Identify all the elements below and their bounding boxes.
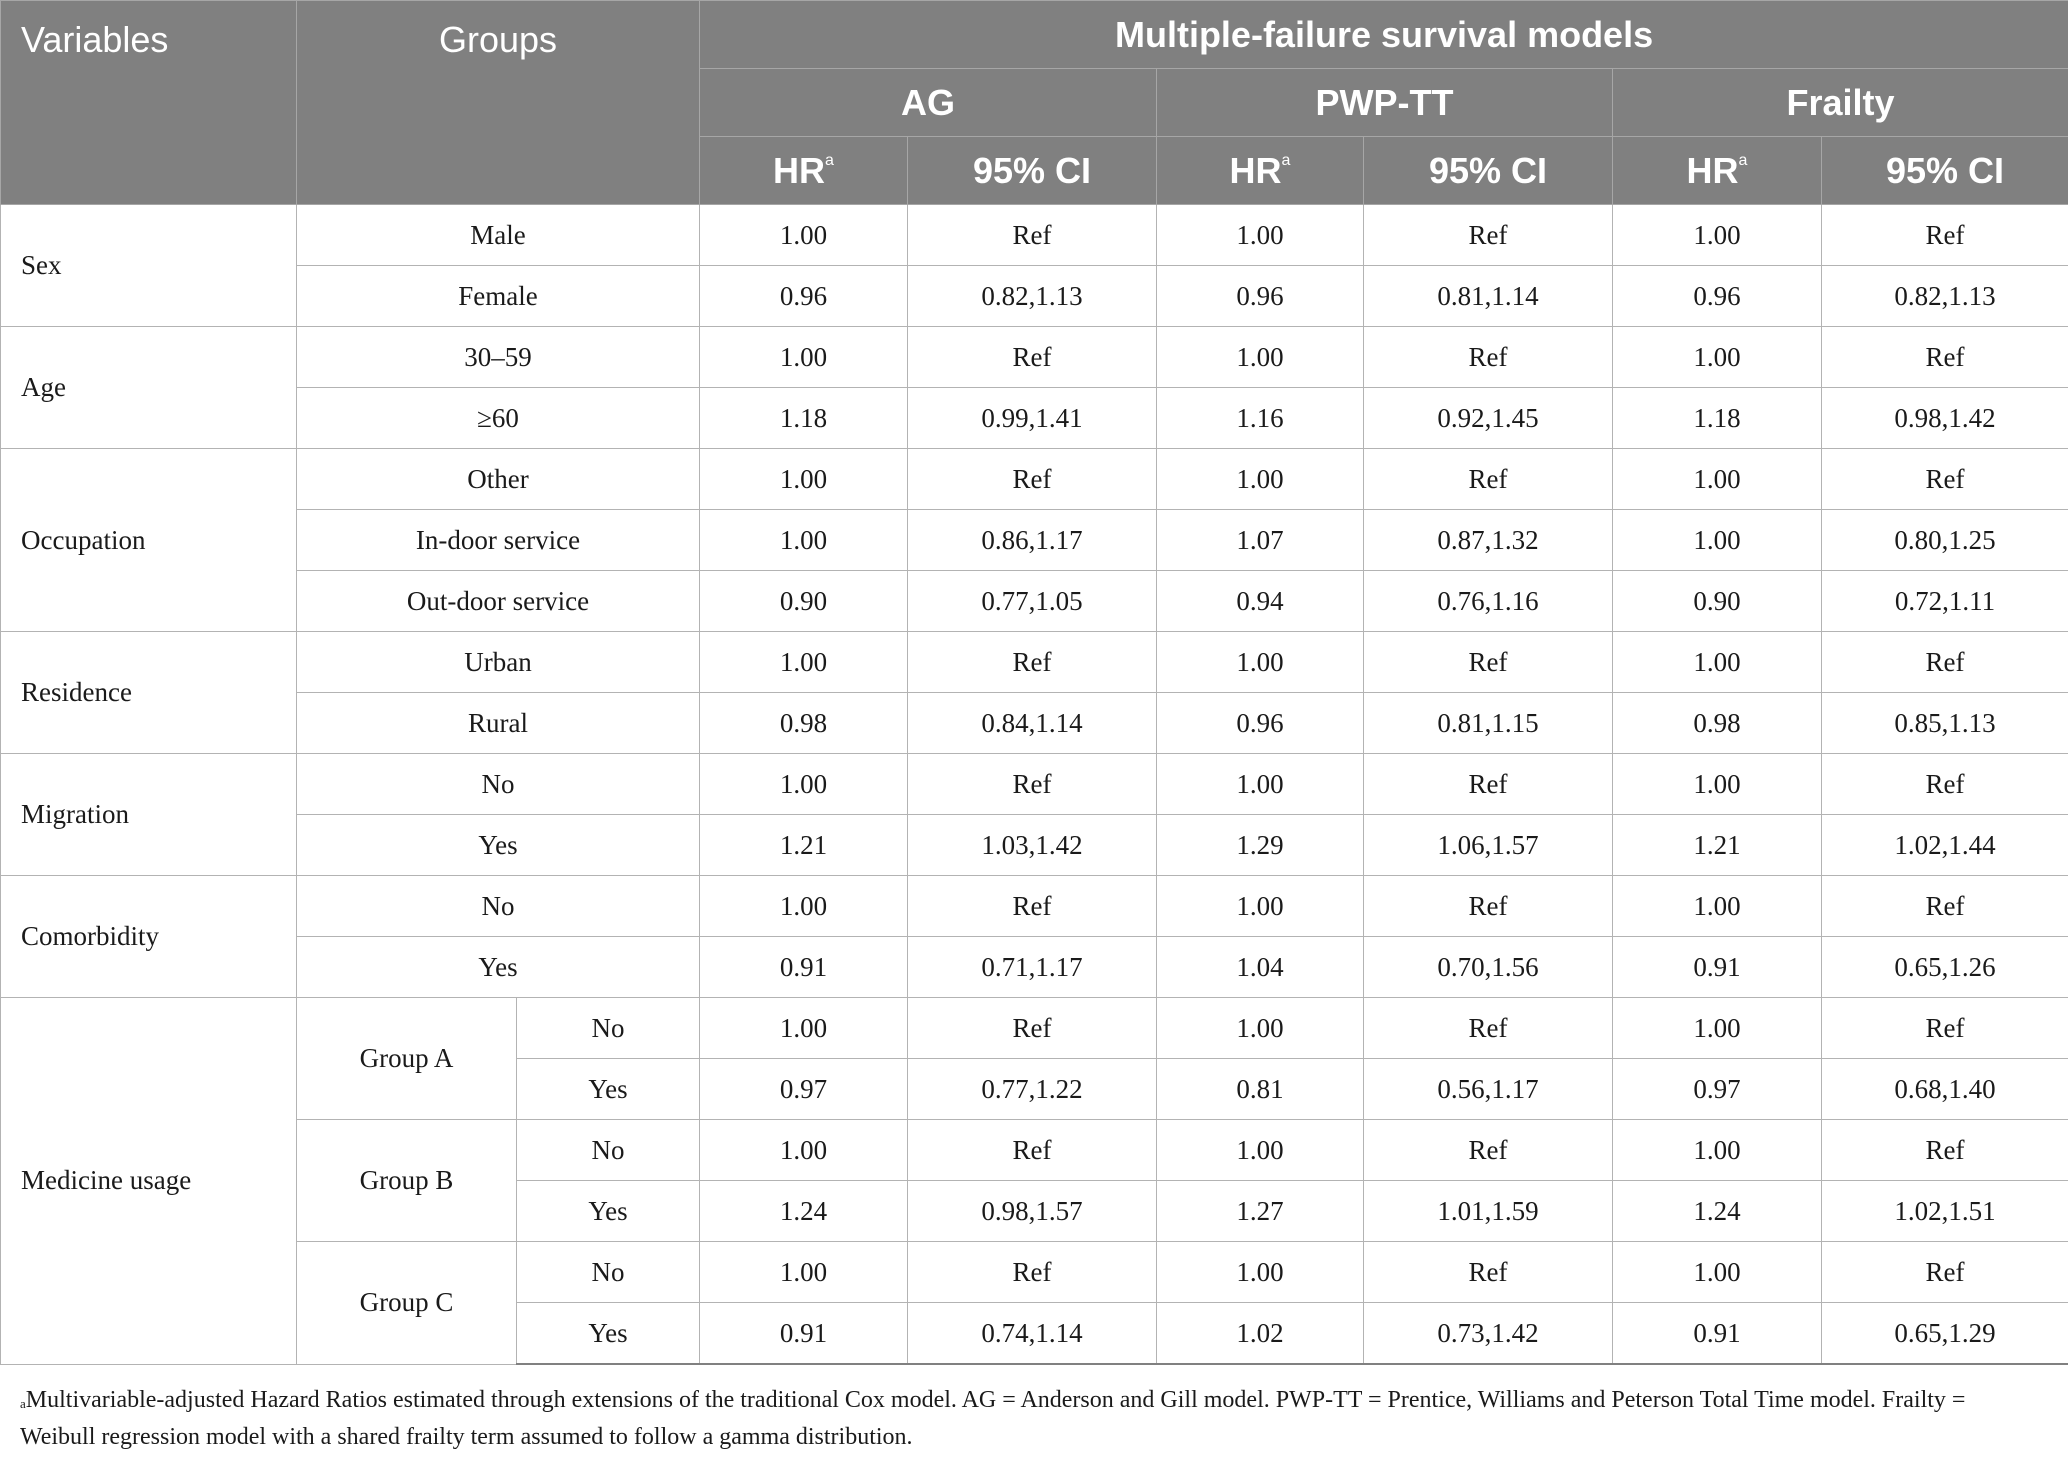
group-cell: Female [297,266,700,327]
table-row [1,998,2068,1059]
ag-ci: Ref [908,449,1157,510]
pwp-ci: Ref [1364,876,1613,937]
frailty-ci: Ref [1822,449,2068,510]
header-model-pwp-tt: PWP-TT [1157,69,1613,137]
frailty-hr: 0.96 [1613,266,1822,327]
group-cell: Male [297,205,700,266]
table-row [1,449,2068,510]
ag-hr: 0.90 [700,571,908,632]
frailty-ci: Ref [1822,1120,2068,1181]
ag-hr: 1.00 [700,449,908,510]
ag-hr: 1.00 [700,205,908,266]
level-cell: Yes [517,1303,700,1365]
ag-ci: Ref [908,327,1157,388]
variable-cell: Migration [1,754,297,876]
pwp-ci: 0.92,1.45 [1364,388,1613,449]
ag-ci: Ref [908,205,1157,266]
header-model-ag: AG [700,69,1157,137]
ag-ci: Ref [908,754,1157,815]
frailty-ci: 1.02,1.44 [1822,815,2068,876]
ag-hr: 1.18 [700,388,908,449]
pwp-hr: 1.29 [1157,815,1364,876]
frailty-ci: 0.82,1.13 [1822,266,2068,327]
ag-hr: 0.97 [700,1059,908,1120]
ag-hr: 1.21 [700,815,908,876]
level-cell: Yes [517,1181,700,1242]
ag-ci: Ref [908,998,1157,1059]
header-hr: $HR^a$ [1613,137,1822,205]
frailty-hr: 1.24 [1613,1181,1822,1242]
pwp-hr: 1.27 [1157,1181,1364,1242]
ag-hr: 1.00 [700,998,908,1059]
ag-hr: 0.91 [700,937,908,998]
pwp-ci: Ref [1364,754,1613,815]
pwp-hr: 0.81 [1157,1059,1364,1120]
group-cell: Out-door service [297,571,700,632]
pwp-hr: 1.00 [1157,1120,1364,1181]
pwp-ci: 0.76,1.16 [1364,571,1613,632]
table-row [1,632,2068,693]
table-row [1,1242,2068,1303]
ag-ci: 0.99,1.41 [908,388,1157,449]
frailty-hr: 1.18 [1613,388,1822,449]
frailty-ci: 0.65,1.29 [1822,1303,2068,1365]
pwp-ci: 0.73,1.42 [1364,1303,1613,1365]
pwp-ci: Ref [1364,632,1613,693]
group-cell: Yes [297,937,700,998]
ag-hr: 0.96 [700,266,908,327]
frailty-hr: 0.91 [1613,1303,1822,1365]
pwp-ci: 0.87,1.32 [1364,510,1613,571]
frailty-hr: 1.21 [1613,815,1822,876]
header-hr: $HR^a$ [1157,137,1364,205]
ag-ci: Ref [908,632,1157,693]
pwp-ci: Ref [1364,998,1613,1059]
header-model-frailty: Frailty [1613,69,2068,137]
pwp-hr: 1.07 [1157,510,1364,571]
pwp-hr: 1.00 [1157,998,1364,1059]
frailty-ci: Ref [1822,632,2068,693]
table-row [1,327,2068,388]
pwp-ci: Ref [1364,449,1613,510]
ag-ci: 0.82,1.13 [908,266,1157,327]
header-ci: 95% CI [1822,137,2068,205]
frailty-ci: Ref [1822,876,2068,937]
table-row [1,754,2068,815]
pwp-ci: 0.81,1.15 [1364,693,1613,754]
level-cell: No [517,998,700,1059]
table-footnote [20,1382,2040,1456]
frailty-hr: 1.00 [1613,632,1822,693]
level-cell: No [517,1242,700,1303]
header-ci: 95% CI [1364,137,1613,205]
table-row [1,266,2068,327]
frailty-ci: 1.02,1.51 [1822,1181,2068,1242]
footnote-text: Multivariable-adjusted Hazard Ratios estimated through extensions of the traditional Cox model. AG = Anderson and Gill model. PWP-TT = Prentice, Williams and Peterson Total Time model. Frailty = Weibull regression model with a shared frailty term assumed to follow a gamma distribution. [20,1387,1966,1450]
pwp-hr: 0.96 [1157,266,1364,327]
frailty-ci: Ref [1822,754,2068,815]
variable-cell: Occupation [1,449,297,632]
table-row [1,388,2068,449]
group-cell: In-door service [297,510,700,571]
header-hr: $HR^a$ [700,137,908,205]
ag-hr: 0.91 [700,1303,908,1365]
ag-ci: Ref [908,1120,1157,1181]
pwp-hr: 1.00 [1157,449,1364,510]
pwp-ci: 0.70,1.56 [1364,937,1613,998]
frailty-ci: 0.85,1.13 [1822,693,2068,754]
pwp-ci: Ref [1364,1242,1613,1303]
ag-hr: 1.00 [700,510,908,571]
frailty-hr: 0.90 [1613,571,1822,632]
pwp-ci: 1.01,1.59 [1364,1181,1613,1242]
frailty-hr: 1.00 [1613,754,1822,815]
frailty-hr: 1.00 [1613,1120,1822,1181]
pwp-ci: Ref [1364,1120,1613,1181]
ag-ci: 0.98,1.57 [908,1181,1157,1242]
frailty-ci: Ref [1822,327,2068,388]
ag-hr: 1.00 [700,632,908,693]
pwp-ci: 1.06,1.57 [1364,815,1613,876]
table-row [1,571,2068,632]
ag-ci: 0.71,1.17 [908,937,1157,998]
table-row [1,876,2068,937]
pwp-ci: 0.56,1.17 [1364,1059,1613,1120]
ag-ci: 0.74,1.14 [908,1303,1157,1365]
variable-cell: Medicine usage [1,998,297,1365]
group-cell: No [297,876,700,937]
frailty-ci: Ref [1822,998,2068,1059]
frailty-ci: 0.98,1.42 [1822,388,2068,449]
table-header [1,1,2068,205]
ag-ci: 0.84,1.14 [908,693,1157,754]
frailty-ci: 0.72,1.11 [1822,571,2068,632]
variable-cell: Residence [1,632,297,754]
subgroup-cell: Group C [297,1242,517,1365]
pwp-hr: 1.00 [1157,754,1364,815]
group-cell: No [297,754,700,815]
frailty-hr: 1.00 [1613,510,1822,571]
ag-ci: Ref [908,1242,1157,1303]
group-cell: ≥60 [297,388,700,449]
table-row [1,937,2068,998]
pwp-hr: 1.16 [1157,388,1364,449]
table-row [1,510,2068,571]
ag-hr: 1.00 [700,327,908,388]
frailty-ci: 0.65,1.26 [1822,937,2068,998]
pwp-hr: 1.00 [1157,632,1364,693]
footnote-marker: a [20,1396,26,1411]
ag-ci: Ref [908,876,1157,937]
frailty-ci: Ref [1822,1242,2068,1303]
pwp-ci: 0.81,1.14 [1364,266,1613,327]
pwp-hr: 0.94 [1157,571,1364,632]
ag-ci: 1.03,1.42 [908,815,1157,876]
pwp-ci: Ref [1364,205,1613,266]
ag-hr: 1.00 [700,1120,908,1181]
pwp-hr: 1.00 [1157,876,1364,937]
frailty-hr: 1.00 [1613,998,1822,1059]
frailty-hr: 1.00 [1613,449,1822,510]
ag-hr: 0.98 [700,693,908,754]
frailty-hr: 0.97 [1613,1059,1822,1120]
pwp-hr: 1.00 [1157,1242,1364,1303]
header-groups: Groups [297,1,700,205]
ag-ci: 0.77,1.22 [908,1059,1157,1120]
subgroup-cell: Group B [297,1120,517,1242]
pwp-hr: 0.96 [1157,693,1364,754]
group-cell: Rural [297,693,700,754]
frailty-hr: 0.98 [1613,693,1822,754]
group-cell: 30–59 [297,327,700,388]
frailty-hr: 1.00 [1613,327,1822,388]
frailty-ci: Ref [1822,205,2068,266]
frailty-hr: 1.00 [1613,876,1822,937]
ag-hr: 1.00 [700,1242,908,1303]
variable-cell: Comorbidity [1,876,297,998]
pwp-hr: 1.00 [1157,327,1364,388]
ag-ci: 0.77,1.05 [908,571,1157,632]
level-cell: Yes [517,1059,700,1120]
table-row [1,1120,2068,1181]
table-row [1,815,2068,876]
pwp-hr: 1.00 [1157,205,1364,266]
ag-ci: 0.86,1.17 [908,510,1157,571]
group-cell: Other [297,449,700,510]
ag-hr: 1.00 [700,754,908,815]
table-row [1,205,2068,266]
ag-hr: 1.00 [700,876,908,937]
subgroup-cell: Group A [297,998,517,1120]
frailty-hr: 1.00 [1613,1242,1822,1303]
header-variables: Variables [1,1,297,205]
level-cell: No [517,1120,700,1181]
frailty-hr: 0.91 [1613,937,1822,998]
table-body [1,205,2068,1365]
variable-cell: Sex [1,205,297,327]
variable-cell: Age [1,327,297,449]
pwp-hr: 1.04 [1157,937,1364,998]
pwp-ci: Ref [1364,327,1613,388]
group-cell: Yes [297,815,700,876]
pwp-hr: 1.02 [1157,1303,1364,1365]
table-row [1,693,2068,754]
frailty-hr: 1.00 [1613,205,1822,266]
frailty-ci: 0.80,1.25 [1822,510,2068,571]
header-models-title: Multiple-failure survival models [700,1,2068,69]
header-ci: 95% CI [908,137,1157,205]
group-cell: Urban [297,632,700,693]
ag-hr: 1.24 [700,1181,908,1242]
frailty-ci: 0.68,1.40 [1822,1059,2068,1120]
